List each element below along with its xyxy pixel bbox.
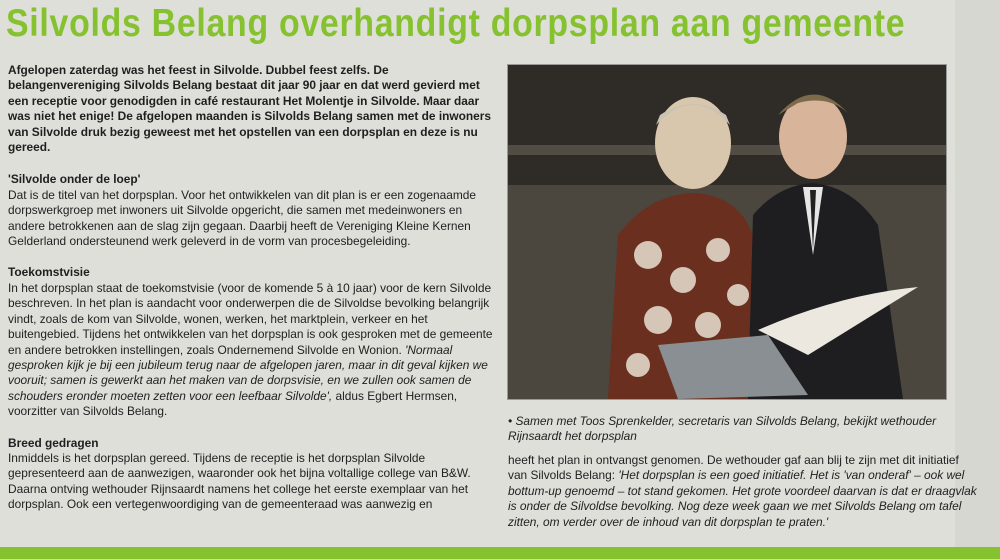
continuation-text: heeft het plan in ontvangst genomen. De wethouder gaf aan blij te zijn met dit initiatief van Silvolds Belang: [508, 453, 959, 483]
section-breed-gedragen [8, 436, 498, 513]
article-intro: Afgelopen zaterdag was het feest in Silvolde. Dubbel feest zelfs. De belangenvereniging Silvolds Belang bestaat dit jaar 90 jaar en dat werd gevierd met een receptie voor genodigden in café restaurant Het Molentje in Silvolde. Maar daar was niet het enige! De afgelopen maanden is Silvolds Belang samen met de inwoners van Silvolde druk bezig geweest met het opstellen van een dorpsplan en deze is nu gereed. [8, 63, 492, 155]
section-toekomstvisie [8, 265, 498, 419]
continuation-quote: 'Het dorpsplan is een goed initiatief. Het is 'van onderaf' – ook wel bottum-up genoemd – tot stand gekomen. Het grote voordeel daarvan is dat er draagvlak is onder de Silvoldse bevolking. Nog deze week gaan we met Silvolds Belang om tafel zitten, om verder over de inhoud van dit dorpsplan te praten.' [508, 468, 977, 529]
article-left-column [8, 63, 498, 529]
section-heading: 'Silvolde onder de loep' [8, 172, 141, 187]
section-silvolde-onder-de-loep [8, 172, 498, 249]
quote-text: 'Normaal gesproken kijk je bij een jubileum terug naar de afgelopen jaren, maar in dit geval kijken we vooruit; samen is gewerkt aan het maken van de dorpsvisie, en we zullen ook samen de schouders eronder moeten zetten voor een leefbaar Silvolde', [8, 342, 488, 403]
article-photo [507, 64, 947, 400]
bottom-green-bar [0, 547, 1000, 559]
section-body-text: In het dorpsplan staat de toekomstvisie (voor de komende 5 à 10 jaar) voor de kern Silvolde beschreven. In het plan is aandacht voor onderwerpen die de Silvoldse bevolking belangrijk vindt, zoals de kom van Silvolde, wonen, werken, het marktplein, verkeer en het buitengebied. Tijdens het ontwikkelen van het dorpsplan is ook gesproken met de gemeente en andere betrokken instellingen, zoals Ondernemend Silvolde en Wonion. [8, 280, 493, 357]
photo-illustration [508, 65, 946, 399]
photo-caption: • Samen met Toos Sprenkelder, secretaris van Silvolds Belang, bekijkt wethouder Rijnsaardt het dorpsplan [508, 413, 937, 444]
article-headline: Silvolds Belang overhandigt dorpsplan aan gemeente [6, 2, 906, 45]
quote-attribution: aldus Egbert Hermsen, voorzitter van Silvolds Belang. [8, 388, 458, 419]
section-heading: Breed gedragen [8, 435, 99, 450]
section-body: Inmiddels is het dorpsplan gereed. Tijdens de receptie is het dorpsplan Silvolde gepresenteerd aan de aanwezigen, waaronder ook het bijna voltallige college van B&W. Daarna ontving wethouder Rijnsaardt namens het college het eerste exemplaar van het dorpsplan. Ook een vertegenwoordiging van de gemeenteraad was aanwezig en [8, 450, 471, 512]
section-body [8, 281, 498, 420]
section-body: Dat is de titel van het dorpsplan. Voor het ontwikkelen van dit plan is er een zogenaamde dorpswerkgroep met inwoners uit Silvolde opgericht, die samen met medeinwoners en andere betrokkenen aan de slag zijn gegaan. Daarbij heeft de Vereniging Kleine Kernen Gelderland ondersteunend werk geleverd in de vorm van procesbegeleiding. [8, 187, 476, 249]
continuation-body [508, 453, 978, 530]
section-heading: Toekomstvisie [8, 265, 90, 280]
article-continuation [508, 453, 978, 530]
